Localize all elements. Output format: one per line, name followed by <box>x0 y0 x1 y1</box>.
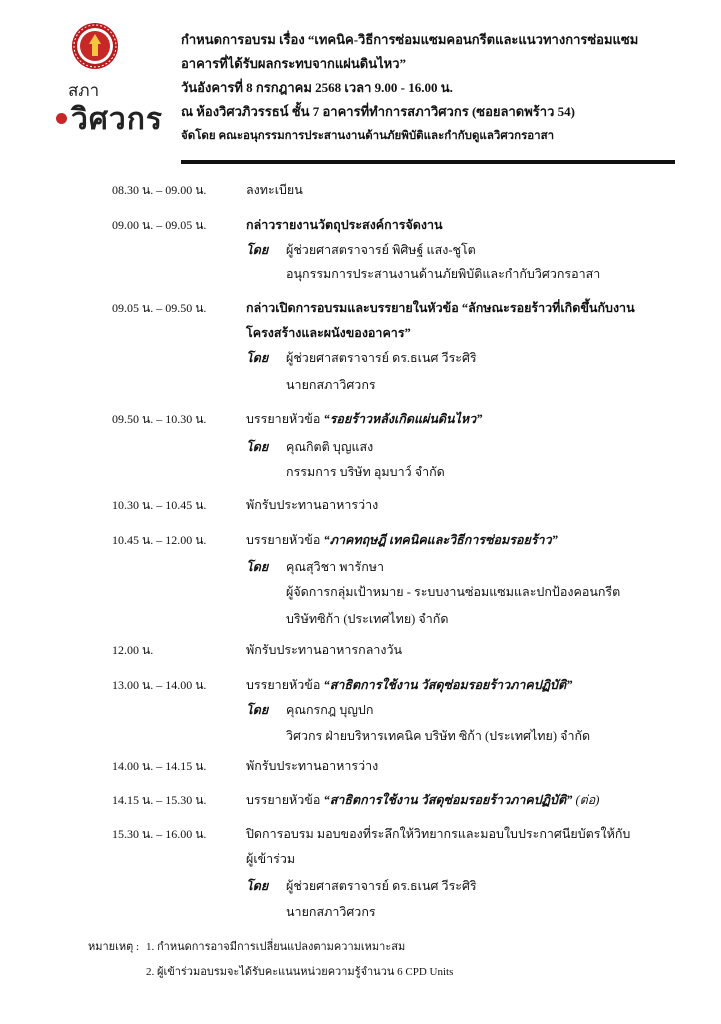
schedule-time: 14.00 น. – 14.15 น. <box>112 759 207 773</box>
schedule-activity-line2: โครงสร้างและผนังของอาคาร” <box>246 326 411 340</box>
schedule-activity: กล่าวรายงานวัตถุประสงค์การจัดงาน <box>246 218 443 232</box>
header-date: วันอังคารที่ 8 กรกฎาคม 2568 เวลา 9.00 - 16.00 น. <box>181 80 453 95</box>
topic-title: “รอยร้าวหลังเกิดแผ่นดินไหว” <box>323 412 483 426</box>
speaker-role: ผู้จัดการกลุ่มเป้าหมาย - ระบบงานซ่อมแซมและปกป้องคอนกรีต <box>286 585 621 599</box>
by-label: โดย <box>246 440 269 454</box>
schedule-time: 10.45 น. – 12.00 น. <box>112 533 207 547</box>
schedule-activity: พักรับประทานอาหารว่าง <box>246 759 379 773</box>
by-label: โดย <box>246 351 269 365</box>
topic-prefix: บรรยายหัวข้อ <box>246 793 324 807</box>
by-label: โดย <box>246 703 269 717</box>
logo-red-dot <box>56 113 67 124</box>
schedule-activity: ลงทะเบียน <box>246 183 303 197</box>
topic-prefix: บรรยายหัวข้อ <box>246 533 324 547</box>
by-label: โดย <box>246 243 269 257</box>
schedule-time: 09.00 น. – 09.05 น. <box>112 218 207 232</box>
note-item-1: 1. กำหนดการอาจมีการเปลี่ยนแปลงตามความเหมาะสม <box>146 941 406 953</box>
notes-label: หมายเหตุ : <box>88 941 140 953</box>
speaker-name: ผู้ช่วยศาสตราจารย์ ดร.ธเนศ วีระศิริ <box>286 351 477 365</box>
schedule-activity-line1: ปิดการอบรม มอบของที่ระลึกให้วิทยากรและมอบใบประกาศนียบัตรให้กับ <box>246 827 631 841</box>
topic-prefix: บรรยายหัวข้อ <box>246 678 324 692</box>
speaker-name: ผู้ช่วยศาสตราจารย์ ดร.ธเนศ วีระศิริ <box>286 879 477 893</box>
header-divider <box>181 160 675 164</box>
speaker-name: ผู้ช่วยศาสตราจารย์ พิศิษฐ์ แสง-ชูโต <box>286 243 476 257</box>
schedule-activity <box>246 675 572 695</box>
topic-suffix: (ต่อ) <box>572 793 600 807</box>
engineering-council-logo <box>56 22 166 136</box>
schedule-activity <box>246 530 558 550</box>
schedule-time: 12.00 น. <box>112 643 154 657</box>
council-seal-icon <box>71 22 119 70</box>
schedule-time: 09.50 น. – 10.30 น. <box>112 412 207 426</box>
header-title-line1: กำหนดการอบรม เรื่อง “เทคนิค-วิธีการซ่อมแซมคอนกรีตและแนวทางการซ่อมแซม <box>181 32 639 47</box>
topic-prefix: บรรยายหัวข้อ <box>246 412 324 426</box>
speaker-role: กรรมการ บริษัท อุมบาว์ จำกัด <box>286 465 445 479</box>
speaker-role: นายกสภาวิศวกร <box>286 378 376 392</box>
schedule-time: 14.15 น. – 15.30 น. <box>112 793 207 807</box>
speaker-role: วิศวกร ฝ่ายบริหารเทคนิค บริษัท ซิก้า (ประเทศไทย) จำกัด <box>286 729 591 743</box>
note-item-2: 2. ผู้เข้าร่วมอบรมจะได้รับคะแนนหน่วยความรู้จำนวน 6 CPD Units <box>146 966 454 978</box>
speaker-company: บริษัทซิก้า (ประเทศไทย) จำกัด <box>286 612 449 626</box>
header-organizer: จัดโดย คณะอนุกรรมการประสานงานด้านภัยพิบัติและกำกับดูแลวิศวกรอาสา <box>181 130 555 142</box>
speaker-name: คุณกรกฎ บุญปก <box>286 703 374 717</box>
topic-title: “สาธิตการใช้งาน วัสดุซ่อมรอยร้าวภาคปฏิบัติ” <box>323 793 573 807</box>
logo-text-witsawakon: วิศวกร <box>71 103 164 136</box>
logo-text-sapha: สภา <box>68 81 100 100</box>
by-label: โดย <box>246 560 269 574</box>
speaker-role: นายกสภาวิศวกร <box>286 905 376 919</box>
speaker-role: อนุกรรมการประสานงานด้านภัยพิบัติและกำกับวิศวกรอาสา <box>286 267 601 281</box>
schedule-activity-line2: ผู้เข้าร่วม <box>246 852 296 866</box>
topic-title: “สาธิตการใช้งาน วัสดุซ่อมรอยร้าวภาคปฏิบัติ” <box>323 678 573 692</box>
schedule-activity-line1: กล่าวเปิดการอบรมและบรรยายในหัวข้อ “ลักษณะรอยร้าวที่เกิดขึ้นกับงาน <box>246 301 635 315</box>
schedule-time: 08.30 น. – 09.00 น. <box>112 183 207 197</box>
topic-title: “ภาคทฤษฎี เทคนิคและวิธีการซ่อมรอยร้าว” <box>323 533 558 547</box>
schedule-time: 13.00 น. – 14.00 น. <box>112 678 207 692</box>
schedule-time: 09.05 น. – 09.50 น. <box>112 301 207 315</box>
header-title-line2: อาคารที่ได้รับผลกระทบจากแผ่นดินไหว” <box>181 56 407 71</box>
schedule-activity: พักรับประทานอาหารว่าง <box>246 498 379 512</box>
schedule-time: 10.30 น. – 10.45 น. <box>112 498 207 512</box>
header-venue: ณ ห้องวิศวภิวรรธน์ ชั้น 7 อาคารที่ทำการสภาวิศวกร (ซอยลาดพร้าว 54) <box>181 104 575 119</box>
schedule-time: 15.30 น. – 16.00 น. <box>112 827 207 841</box>
document-header <box>181 28 681 148</box>
schedule-activity <box>246 790 599 810</box>
by-label: โดย <box>246 879 269 893</box>
schedule-activity <box>246 409 482 429</box>
schedule-activity: พักรับประทานอาหารกลางวัน <box>246 643 403 657</box>
speaker-name: คุณกิตติ บุญแสง <box>286 440 374 454</box>
speaker-name: คุณสุวิชา พารักษา <box>286 560 385 574</box>
